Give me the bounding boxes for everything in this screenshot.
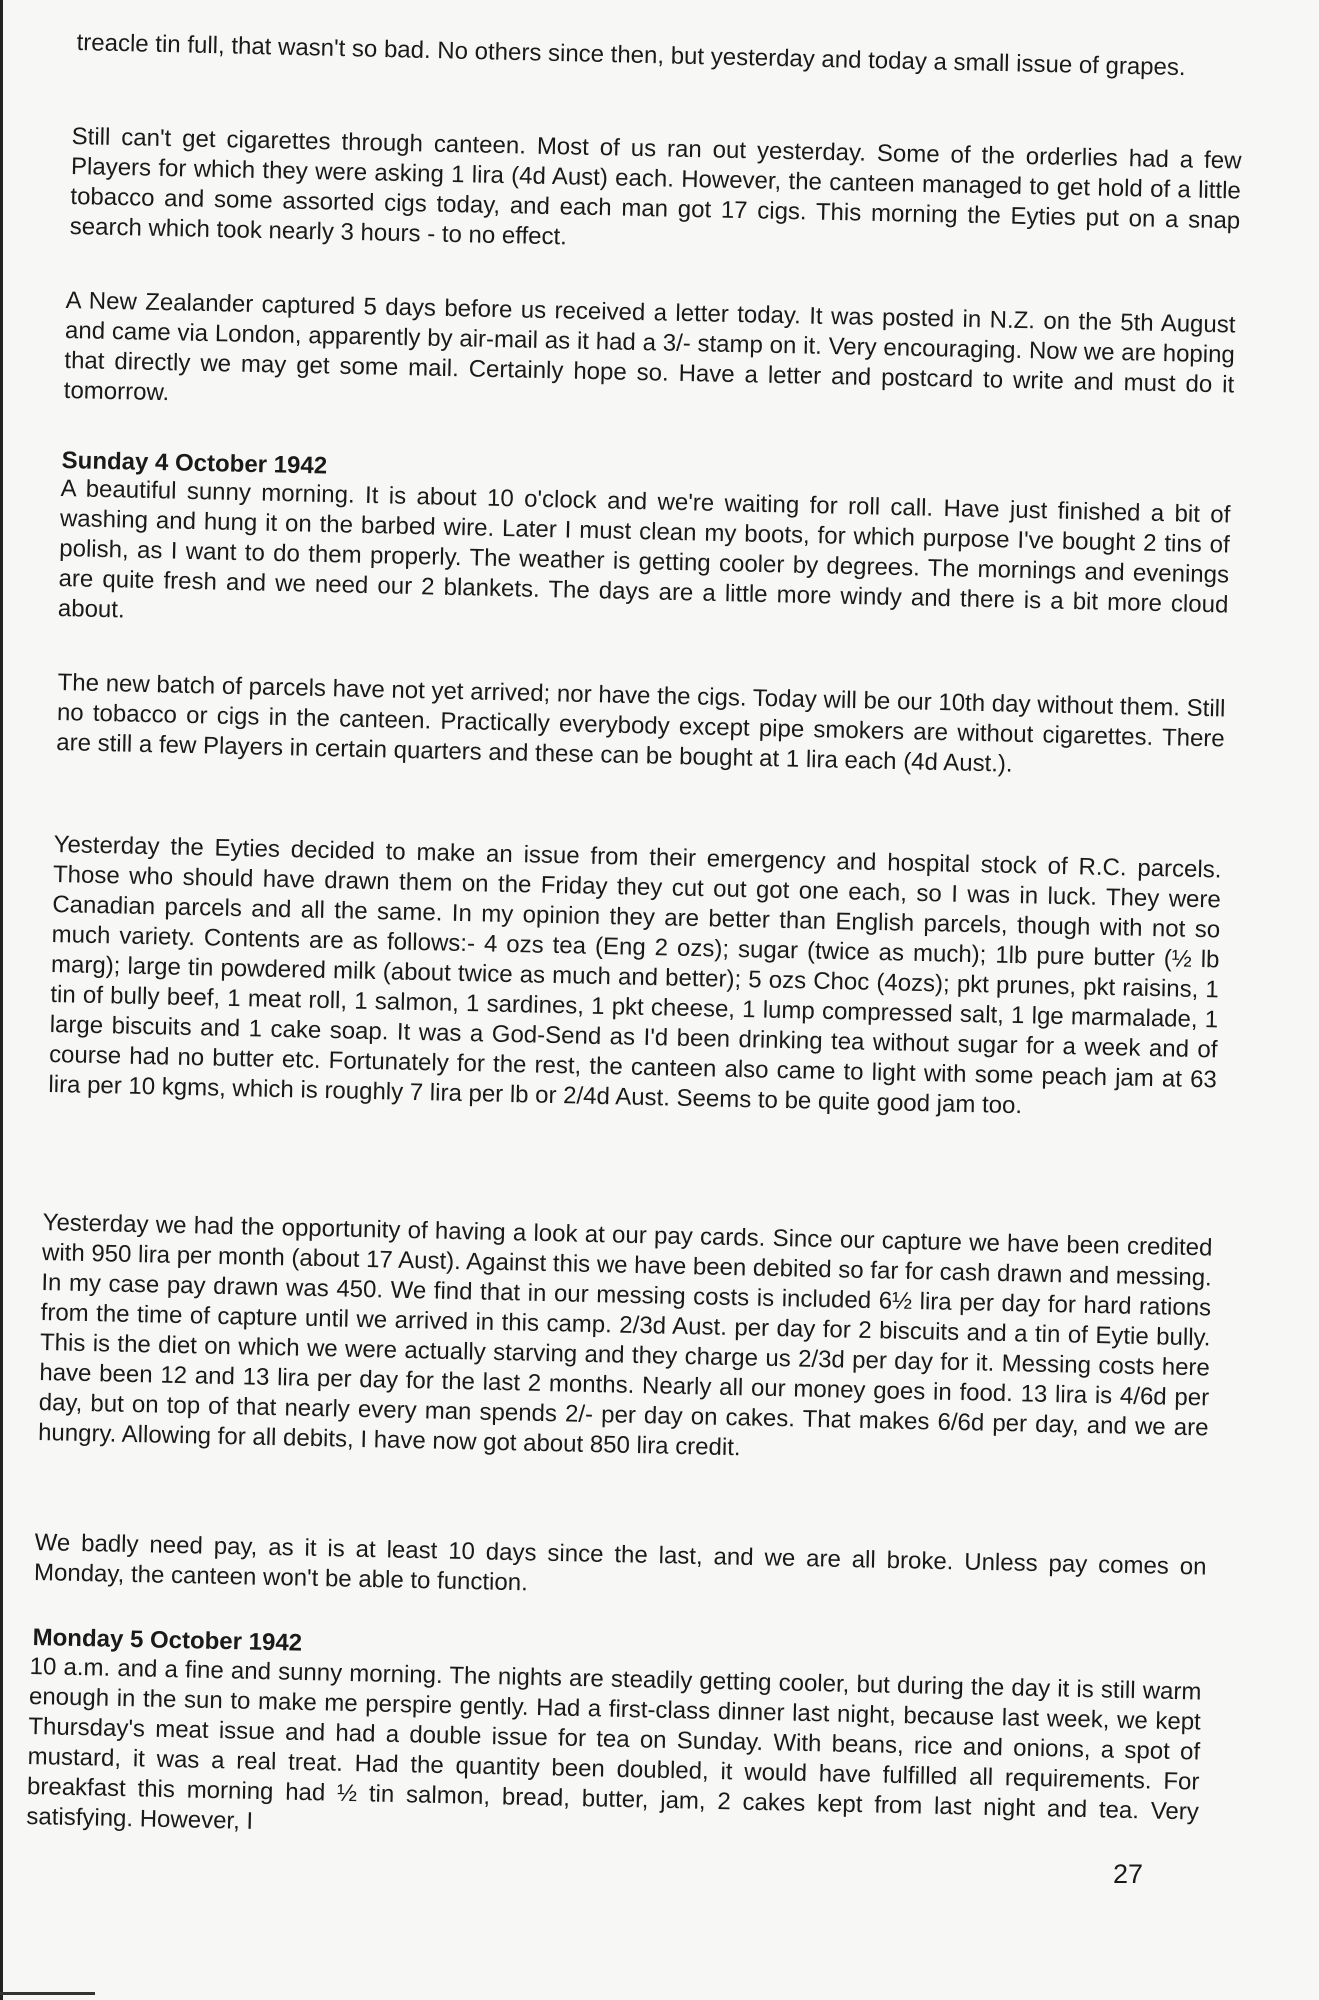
date-heading-monday: Monday 5 October 1942 bbox=[32, 1623, 303, 1657]
paragraph-red-cross-parcels: Yesterday the Eyties decided to make an issue from their emergency and hospital stock of R.C. parcels. Those who should have drawn them on the Friday they cut out got one each, so I was in luck. They were Canadian parcels and all the same. In my opinion they are better than English parcels, though with not so much variety. Contents are as follows:- 4 ozs tea (Eng 2 ozs); sugar (twice as much); 1lb pure butter (½ lb marg); large tin powdered milk (about twice as much and better); 5 ozs Choc (4ozs); pkt prunes, pkt raisins, 1 tin of bully beef, 1 meat roll, 1 salmon, 1 sardines, 1 pkt cheese, 1 lump compressed salt, 1 lge marmalade, 1 large biscuits and 1 cake soap. It was a God-Send as I'd been drinking tea without sugar for a week and of course had no butter etc. Fortunately for the rest, the canteen also came to light with some peach jam at 63 lira per 10 kgms, which is roughly 7 lira per lb or 2/4d Aust. Seems to be quite good jam too. bbox=[48, 830, 1222, 1120]
page-number: 27 bbox=[1113, 1859, 1144, 1889]
paragraph-need-pay: We badly need pay, as it is at least 10 days since the last, and we are all broke. Unless pay comes on Monday, the canteen won't be able to function. bbox=[33, 1528, 1207, 1597]
paragraph-sunny-morning: A beautiful sunny morning. It is about 10 o'clock and we're waiting for roll call. Have just finished a bit of washing and hung it on the barbed wire. Later I must clean my boots, for which purpose I've bought 2 tins of polish, as I want to do them properly. The weather is getting cooler by degrees. The mornings and evenings are quite fresh and we need our 2 blankets. The days are a little more windy and there is a bit more cloud about. bbox=[57, 474, 1231, 624]
paragraph-monday-morning: 10 a.m. and a fine and sunny morning. The nights are steadily getting cooler, but during the day it is still warm enough in the sun to make me perspire gently. Had a first-class dinner last night, because last week, we kept Thursday's meat issue and had a double issue for tea on Sunday. With beans, rice and onions, a spot of mustard, it was a real treat. Had the quantity been doubled, it would have fulfilled all requirements. For breakfast this morning had ½ tin salmon, bread, butter, jam, 2 cakes kept from last night and tea. Very satisfying. However, I bbox=[26, 1652, 1202, 1835]
paragraph-grapes: treacle tin full, that wasn't so bad. No others since then, but yesterday and today a small issue of grapes. bbox=[76, 28, 1186, 82]
bottom-edge-mark bbox=[0, 1992, 95, 1995]
paragraph-pay-cards: Yesterday we had the opportunity of having a look at our pay cards. Since our capture we have been credited with 950 lira per month (about 17 Aust). Against this we have been debited so far for cash drawn and messing. In my case pay drawn was 450. We find that in our messing costs is included 6½ lira per day for hard rations from the time of capture until we arrived in this camp. 2/3d Aust. per day for 2 biscuits and a tin of Eytie bully. This is the diet on which we were actually starving and they charge us 2/3d per day for it. Messing costs here have been 12 and 13 lira per day for the last 2 months. Nearly all our money goes in food. 13 lira is 4/6d per day, but on top of that nearly every man spends 2/- per day on cakes. That makes 6/6d per day, and we are hungry. Allowing for all debits, I have now got about 850 lira credit. bbox=[37, 1208, 1213, 1462]
date-heading-sunday: Sunday 4 October 1942 bbox=[61, 446, 328, 480]
paragraph-new-zealander-letter: A New Zealander captured 5 days before us received a letter today. It was posted in N.Z. on the 5th August and came via London, apparently by air-mail as it had a 3/- stamp on it. Very encouraging. Now we are hoping that directly we may get some mail. Certainly hope so. Have a letter and postcard to write and must do it tomorrow. bbox=[63, 286, 1236, 407]
paragraph-cigarettes-canteen: Still can't get cigarettes through canteen. Most of us ran out yesterday. Some of the orderlies had a few Players for which they were asking 1 lira (4d Aust) each. However, the canteen managed to get hold of a little tobacco and some assorted cigs today, and each man got 17 cigs. This morning the Eyties put on a snap search which took nearly 3 hours - to no effect. bbox=[69, 122, 1242, 251]
page-edge-shadow bbox=[0, 0, 3, 2000]
paragraph-parcels-not-arrived: The new batch of parcels have not yet arrived; nor have the cigs. Today will be our 10th day without them. Still no tobacco or cigs in the canteen. Practically everybody except pipe smokers are without cigarettes. There are still a few Players in certain quarters and these can be bought at 1 lira each (4d Aust.). bbox=[56, 668, 1226, 778]
